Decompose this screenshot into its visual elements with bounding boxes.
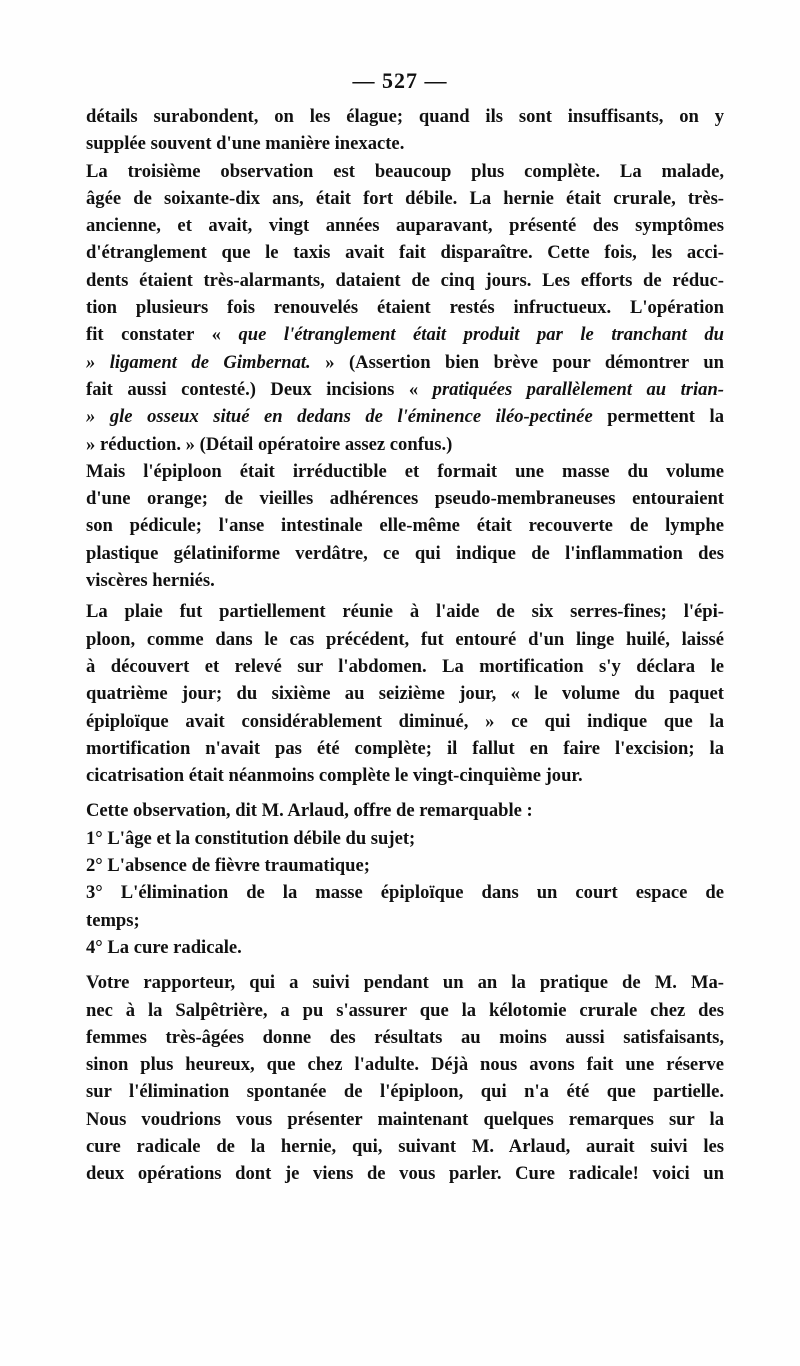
text-line: épiploïque avait considérablement diminué, » ce qui indique que la [86,710,724,732]
page-body [86,103,724,1188]
text-line: détails surabondent, on les élague; quand ils sont insuffisants, on y [86,106,724,127]
text-line [86,158,724,185]
list-item: 3° L'élimination de la masse épiploïque dans un court espace de [86,882,724,904]
text-line: nec à la Salpêtrière, a pu s'assurer que la kélotomie crurale chez des [86,999,724,1021]
text-line: femmes très-âgées donne des résultats au moins aussi satisfaisants, [86,1026,724,1048]
text-line: âgée de soixante-dix ans, était fort débile. La hernie était crurale, très- [86,187,724,209]
text-line: ancienne, et avait, vingt années auparavant, présenté des symptômes [86,215,724,237]
text-line: cure radicale de la hernie, qui, suivant M. Arlaud, aurait suivi les [86,1135,724,1157]
page-number: — 527 — [352,68,448,93]
text-line: sinon plus heureux, que chez l'adulte. Déjà nous avons fait une réserve [86,1054,724,1076]
text-line: son pédicule; l'anse intestinale elle-même était recouverte de lymphe [86,515,724,537]
text-line: d'étranglement que le taxis avait fait disparaître. Cette fois, les acci- [86,242,724,264]
text-line: plastique gélatiniforme verdâtre, ce qui indique de l'inflammation des [86,542,724,564]
text-line: tion plusieurs fois renouvelés étaient restés infructueux. L'opération [86,297,724,319]
text-line: quatrième jour; du sixième au seizième jour, « le volume du paquet [86,683,724,705]
text-line: Nous voudrions vous présenter maintenant quelques remarques sur la [86,1108,724,1130]
text-line: d'une orange; de vieilles adhérences pseudo-membraneuses entouraient [86,488,724,510]
text-line: sur l'élimination spontanée de l'épiploon, qui n'a été que partielle. [86,1081,724,1103]
text-segment: fit constater « [86,324,239,346]
text-line: » réduction. » (Détail opératoire assez confus.) [86,433,453,455]
text-segment: » (Assertion bien brève pour démontrer un [310,351,724,373]
text-line: ploon, comme dans le cas précédent, fut entouré d'un linge huilé, laissé [86,628,724,650]
text-line [86,321,724,348]
text-segment: permettent la [592,406,724,428]
paragraph-gap [86,961,724,969]
list-item: 4° La cure radicale. [86,936,242,958]
text-line: temps; [86,909,140,931]
text-line [86,376,724,403]
quoted-italic-text: » gle osseux situé en dedans de l'éminence iléo-pectinée [86,406,593,428]
text-line [86,403,724,430]
text-line: Cette observation, dit M. Arlaud, offre de remarquable : [86,800,533,822]
text-line: viscères herniés. [86,570,215,592]
text-line: dents étaient très-alarmants, dataient de cinq jours. Les efforts de réduc- [86,269,724,291]
list-item: 2° L'absence de fièvre traumatique; [86,855,370,877]
text-segment: fait aussi contesté.) Deux incisions « [86,378,419,400]
text-line: La plaie fut partiellement réunie à l'aide de six serres-fines; l'épi- [86,601,724,623]
text-line: mortification n'avait pas été complète; il fallut en faire l'excision; la [86,737,724,759]
text-line: Votre rapporteur, qui a suivi pendant un an la pratique de M. Ma- [86,972,724,994]
text-line: à découvert et relevé sur l'abdomen. La mortification s'y déclara le [86,655,724,677]
text-line: cicatrisation était néanmoins complète le vingt-cinquième jour. [86,765,583,787]
text-line: supplée souvent d'une manière inexacte. [86,133,405,155]
text-line: deux opérations dont je viens de vous parler. Cure radicale! voici un [86,1163,724,1185]
quoted-italic-text: » ligament de Gimbernat. [86,351,311,373]
paragraph-gap [86,789,724,797]
text-line: Mais l'épiploon était irréductible et formait une masse du volume [86,460,724,482]
paragraph-start: La troisième observation est beaucoup plus complète. La malade, [86,160,724,182]
text-line [86,349,724,376]
quoted-italic-text: que l'étranglement était produit par le tranchant du [238,324,724,346]
quoted-italic-text: pratiquées parallèlement au trian- [418,378,724,400]
list-item: 1° L'âge et la constitution débile du sujet; [86,827,416,849]
